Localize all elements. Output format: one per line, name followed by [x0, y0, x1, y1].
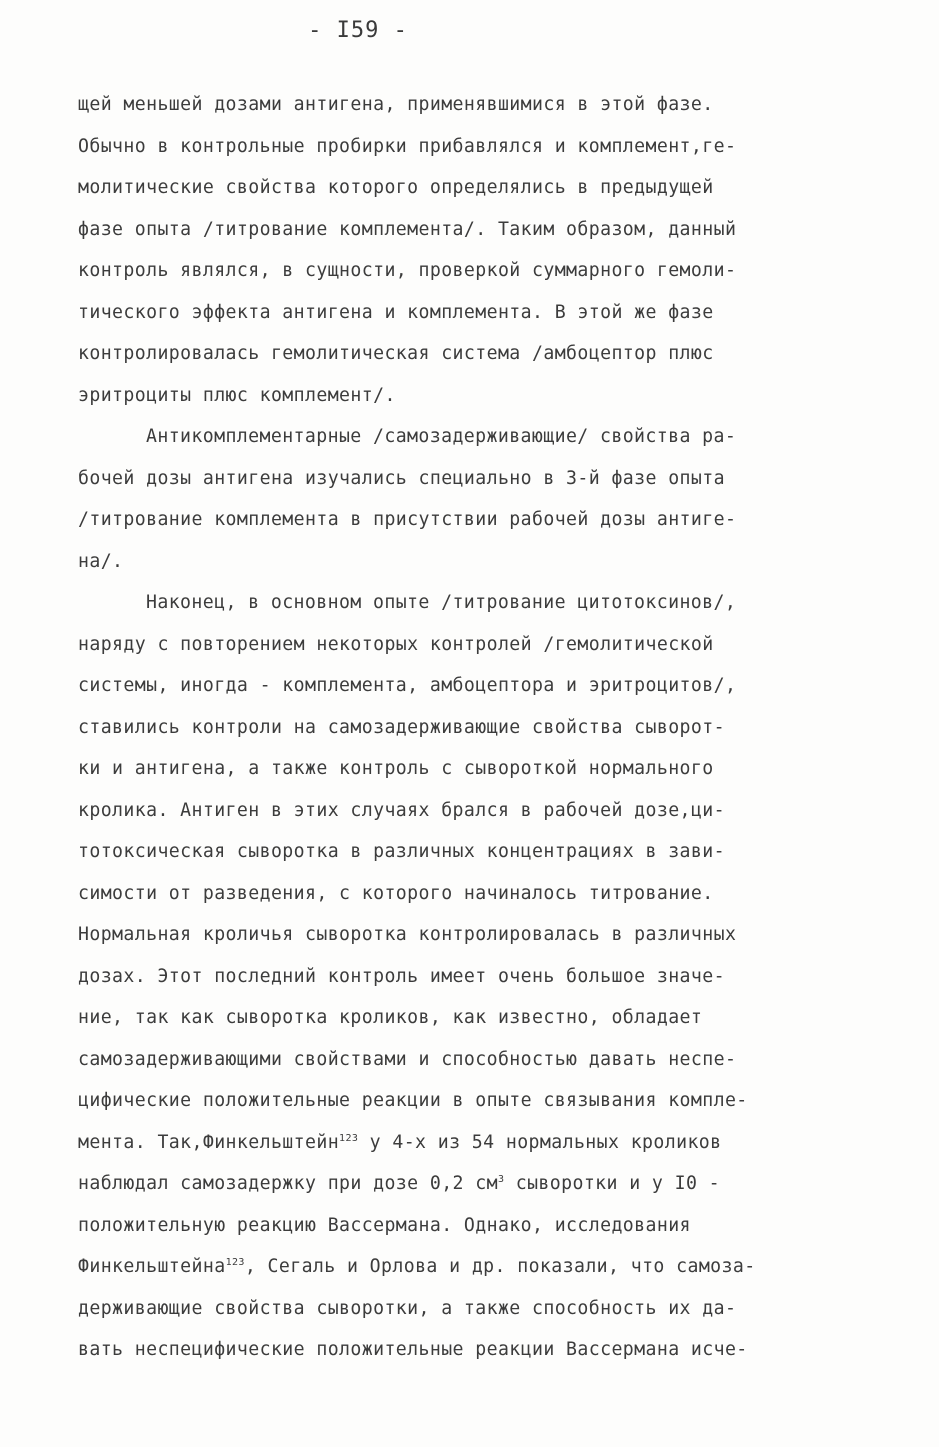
text-line: цифические положительные реакции в опыте связывания компле- [78, 1090, 748, 1111]
text-line: тического эффекта антигена и комплемента. В этой же фазе [78, 301, 714, 323]
footnote-reference: 123 [339, 1132, 359, 1144]
text-line: кролика. Антиген в этих случаях брался в рабочей дозе,ци- [78, 799, 725, 821]
text-line: фазе опыта /титрование комплемента/. Таким образом, данный [78, 218, 737, 240]
text-line [78, 1122, 878, 1164]
text-line: эритроциты плюс комплемент/. [78, 384, 396, 406]
text-line: щей меньшей дозами антигена, применявшимися в этой фазе. [78, 94, 714, 115]
text-line: Обычно в контрольные пробирки прибавлялся и комплемент,ге- [78, 135, 737, 157]
text-line: ставились контроли на самозадерживающие свойства сыворот- [78, 716, 725, 738]
text-line: держивающие свойства сыворотки, а также способность их да- [78, 1297, 737, 1319]
text-fragment: мента. Так,Финкельштейн [78, 1131, 340, 1153]
text-fragment: , Сегаль и Орлова и др. показали, что самоза- [244, 1256, 756, 1277]
text-line: наряду с повторением некоторых контролей /гемолитической [78, 633, 714, 655]
text-line: системы, иногда - комплемента, амбоцептора и эритроцитов/, [78, 675, 737, 696]
footnote-reference: 123 [225, 1256, 245, 1268]
text-line: на/. [78, 550, 124, 572]
text-line: /титрование комплемента в присутствии рабочей дозы антиге- [78, 509, 737, 530]
text-line [78, 1163, 878, 1205]
text-line: положительную реакцию Вассермана. Однако, исследования [78, 1214, 691, 1236]
text-line: дозах. Этот последний контроль имеет очень большое значе- [78, 965, 725, 987]
text-line: Антикомплементарные /самозадерживающие/ свойства ра- [146, 426, 737, 447]
text-line [78, 1246, 878, 1288]
text-line: Нормальная кроличья сыворотка контролировалась в различных [78, 924, 737, 945]
text-line: вать неспецифические положительные реакции Вассермана исче- [78, 1339, 748, 1360]
text-line: контроль являлся, в сущности, проверкой суммарного гемоли- [78, 260, 737, 281]
text-line: бочей дозы антигена изучались специально в 3-й фазе опыта [78, 467, 725, 489]
text-line: контролировалась гемолитическая система /амбоцептор плюс [78, 343, 714, 364]
text-line: ние, так как сыворотка кроликов, как известно, обладает [78, 1007, 703, 1028]
text-fragment: Финкельштейна [78, 1256, 226, 1277]
text-fragment: у 4-х из 54 нормальных кроликов [358, 1131, 722, 1153]
text-line: молитические свойства которого определялись в предыдущей [78, 177, 714, 198]
text-line: ки и антигена, а также контроль с сывороткой нормального [78, 758, 714, 779]
text-line: тотоксическая сыворотка в различных концентрациях в зави- [78, 841, 725, 862]
text-line: самозадерживающими свойствами и способностью давать неспе- [78, 1048, 737, 1070]
page-number: - I59 - [308, 18, 408, 43]
footnote-reference: 3 [497, 1173, 505, 1185]
text-line: симости от разведения, с которого начиналось титрование. [78, 882, 714, 904]
text-fragment: наблюдал самозадержку при дозе 0,2 см [78, 1173, 498, 1194]
text-fragment: сыворотки и у I0 - [504, 1173, 721, 1194]
body-text [78, 84, 878, 1371]
text-line: Наконец, в основном опыте /титрование цитотоксинов/, [146, 592, 737, 613]
